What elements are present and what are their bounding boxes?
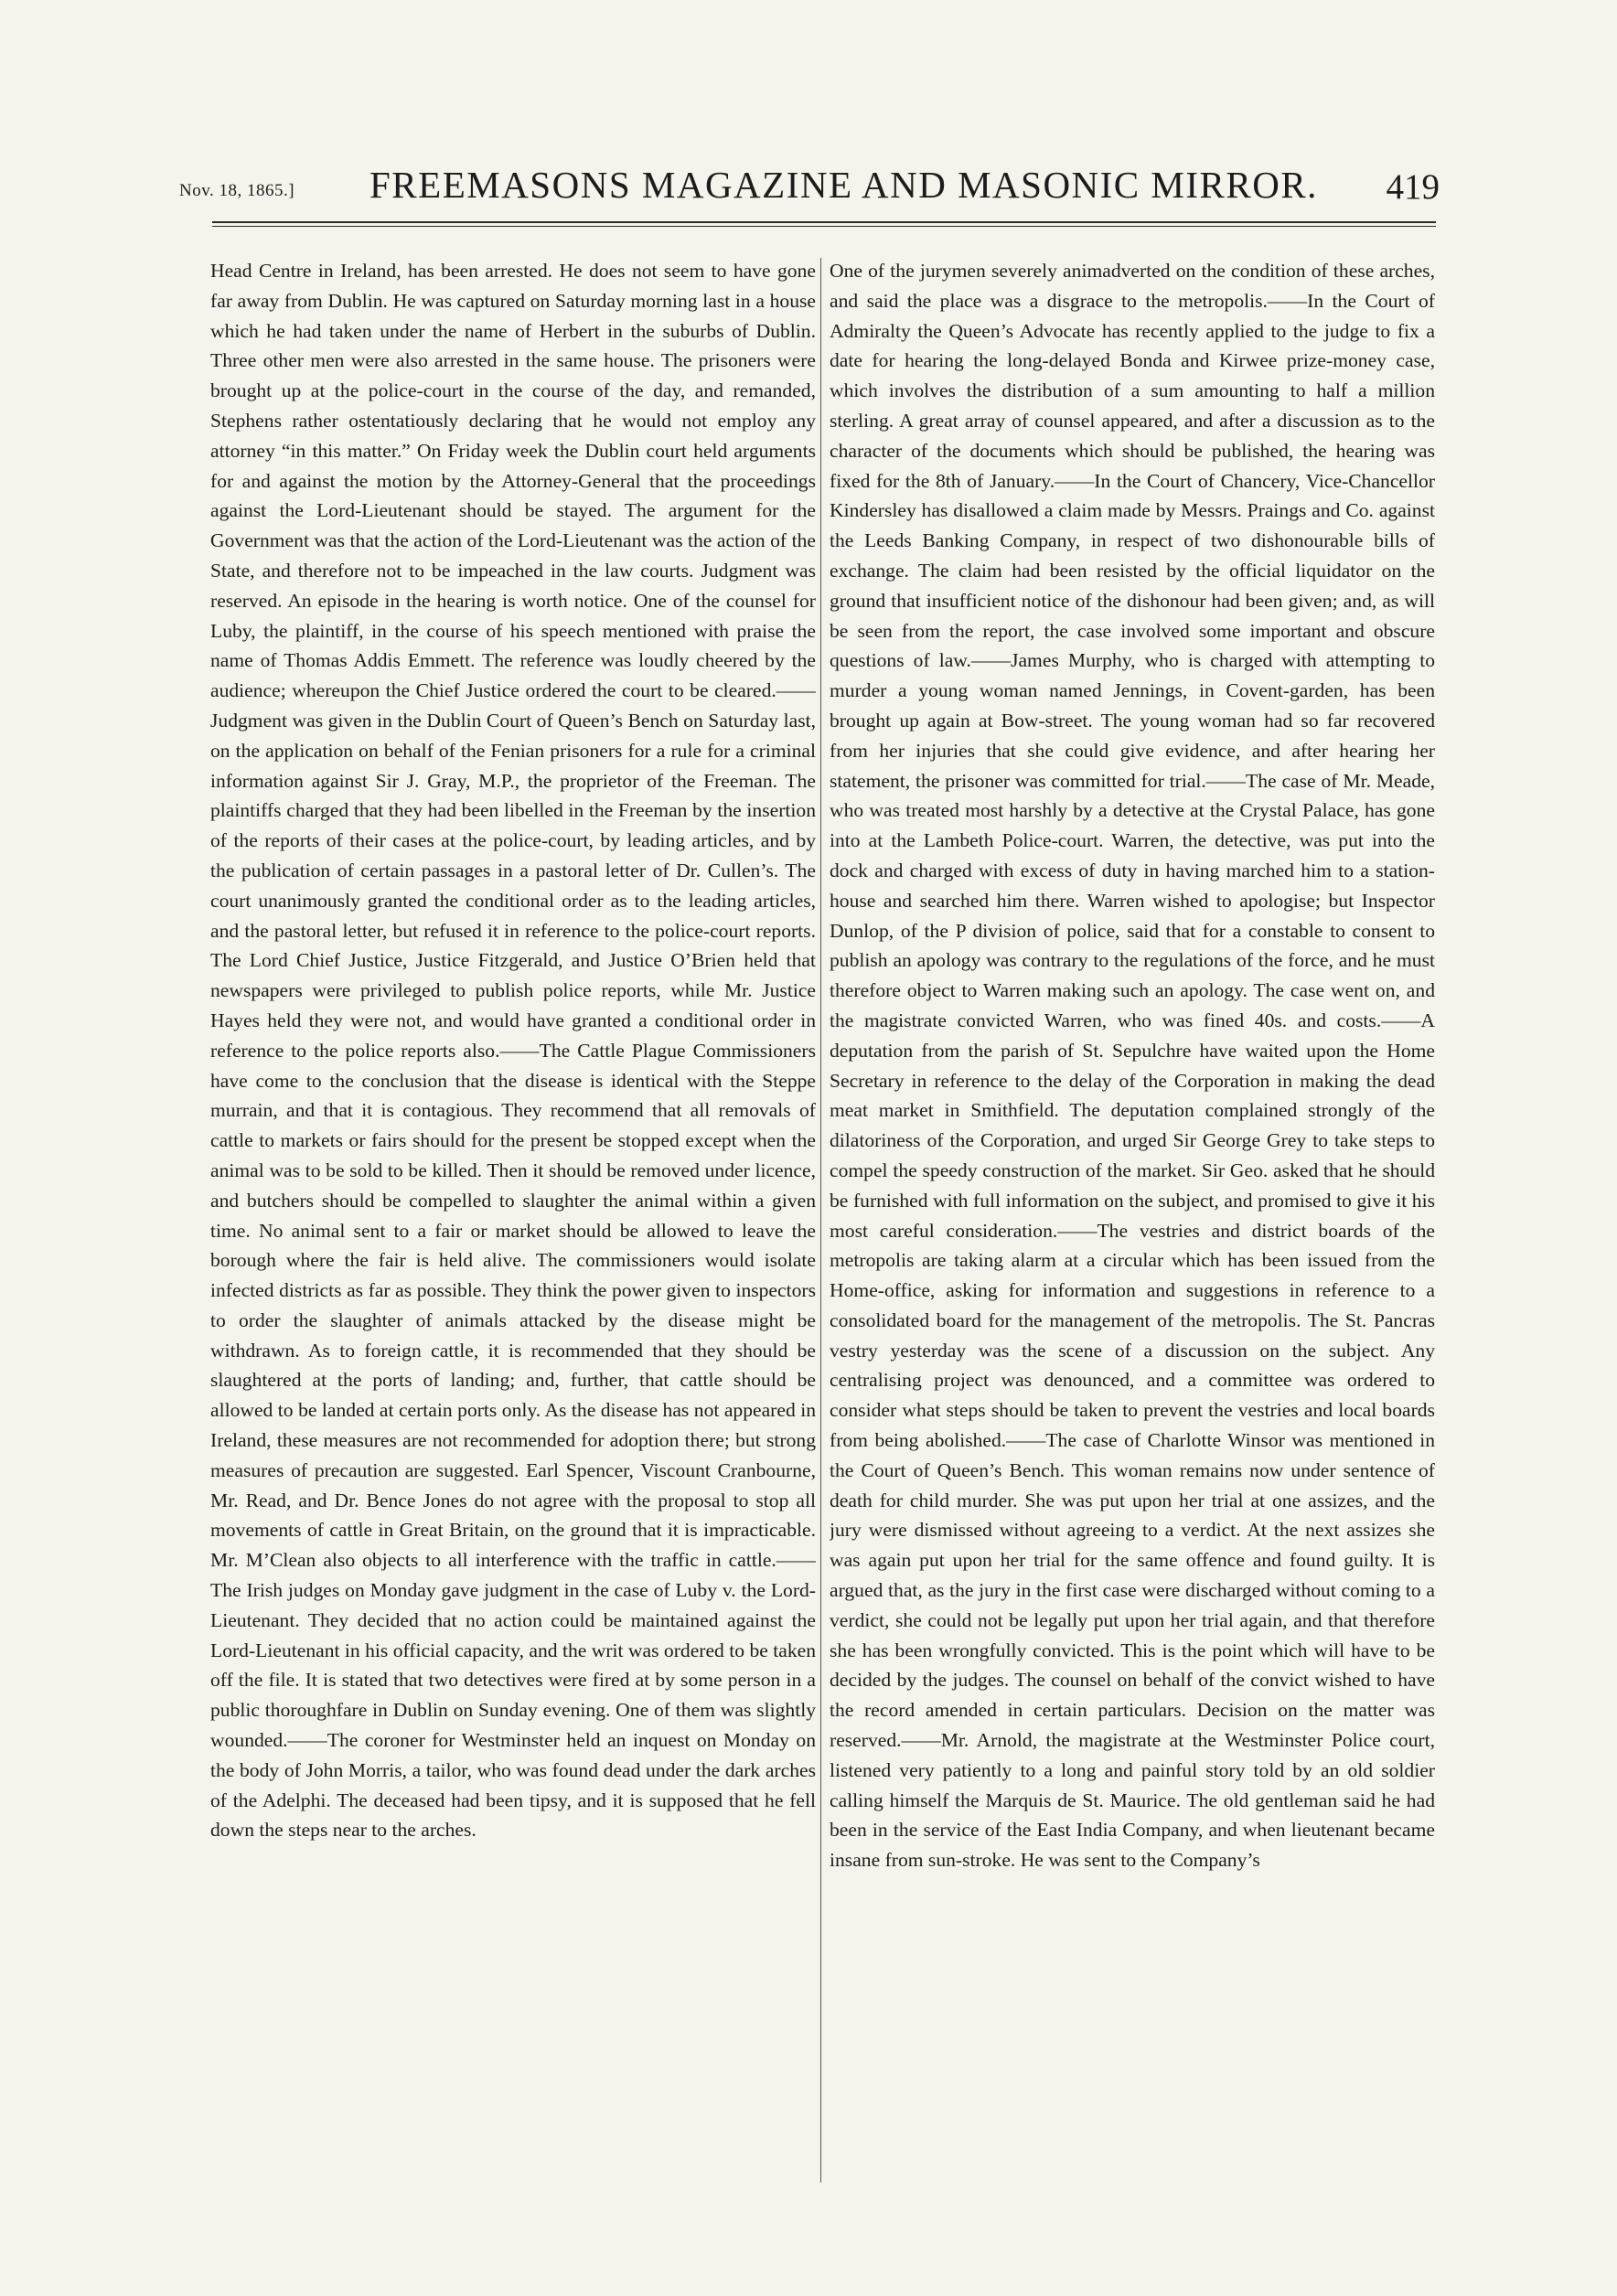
column-divider xyxy=(820,258,821,2183)
masthead-title: FREEMASONS MAGAZINE AND MASONIC MIRROR. xyxy=(369,164,1318,206)
left-column xyxy=(210,256,816,2185)
header-rule-thin xyxy=(212,226,1436,227)
header-rule xyxy=(212,221,1436,223)
right-column xyxy=(830,256,1435,2185)
right-column-text: One of the jurymen severely animadverted on the condition of these arches, and said the place was a disgrace to the metropolis.——In the Court of Admiralty the Queen’s Advocate has recently applied to the judge to fix a date for hearing the long-delayed Bonda and Kirwee prize-money case, which involves the distribution of a sum amounting to half a million sterling. A great array of counsel appeared, and after a discussion as to the character of the documents which should be published, the hearing was fixed for the 8th of January.——In the Court of Chancery, Vice-Chancellor Kindersley has disallowed a claim made by Messrs. Praings and Co. against the Leeds Banking Company, in respect of two dishonourable bills of exchange. The claim had been resisted by the official liquidator on the ground that insufficient notice of the dishonour had been given; and, as will be seen from the report, the case involved some important and obscure questions of law.——James Murphy, who is charged with attempting to murder a young woman named Jennings, in Covent-garden, has been brought up again at Bow-street. The young woman had so far recovered from her injuries that she could give evidence, and after hearing her statement, the prisoner was committed for trial.——The case of Mr. Meade, who was treated most harshly by a detective at the Crystal Palace, has gone into at the Lambeth Police-court. Warren, the detective, was put into the dock and charged with excess of duty in having marched him to a station-house and searched him there. Warren wished to apologise; but Inspector Dunlop, of the P division of police, said that for a constable to consent to publish an apology was contrary to the regulations of the force, and he must therefore object to Warren making such an apology. The case went on, and the magistrate convicted Warren, who was fined 40s. and costs.——A deputation from the parish of St. Sepulchre have waited upon the Home Secretary in reference to the delay of the Corporation in making the dead meat market in Smithfield. The deputation complained strongly of the dilatoriness of the Corporation, and urged Sir George Grey to take steps to compel the speedy construction of the market. Sir Geo. asked that he should be furnished with full information on the subject, and promised to give it his most careful consideration.——The vestries and district boards of the metropolis are taking alarm at a circular which has been issued from the Home-office, asking for information and suggestions in reference to a consolidated board for the management of the metropolis. The St. Pancras vestry yesterday was the scene of a discussion on the subject. Any centralising project was denounced, and a committee was ordered to consider what steps should be taken to prevent the vestries and local boards from being abolished.——The case of Charlotte Winsor was mentioned in the Court of Queen’s Bench. This woman remains now under sentence of death for child murder. She was put upon her trial at one assizes, and the jury were dismissed without agreeing to a verdict. At the next assizes she was again put upon her trial for the same offence and found guilty. It is argued that, as the jury in the first case were discharged without coming to a verdict, she could not be legally put upon her trial again, and that therefore she has been wrongfully convicted. This is the point which will have to be decided by the judges. The counsel on behalf of the convict wished to have the record amended in certain particulars. Decision on the matter was reserved.——Mr. Arnold, the magistrate at the Westminster Police court, listened very patiently to a long and painful story told by an old soldier calling himself the Marquis de St. Maurice. The old gentleman said he had been in the service of the East India Company, and when lieutenant became insane from sun-stroke. He was sent to the Company’s xyxy=(830,260,1435,1872)
issue-date: Nov. 18, 1865.] xyxy=(179,181,295,200)
page-header xyxy=(179,155,1440,210)
page-number: 419 xyxy=(1386,167,1440,207)
left-column-text: Head Centre in Ireland, has been arrested. He does not seem to have gone far away from Dublin. He was captured on Saturday morning last in a house which he had taken under the name of Herbert in the suburbs of Dublin. Three other men were also arrested in the same house. The prisoners were brought up at the police-court in the course of the day, and remanded, Stephens rather ostentatiously declaring that he would not employ any attorney “in this matter.” On Friday week the Dublin court held arguments for and against the motion by the Attorney-General that the proceedings against the Lord-Lieutenant should be stayed. The argument for the Government was that the action of the Lord-Lieutenant was the action of the State, and therefore not to be impeached in the law courts. Judgment was reserved. An episode in the hearing is worth notice. One of the counsel for Luby, the plaintiff, in the course of his speech mentioned with praise the name of Thomas Addis Emmett. The reference was loudly cheered by the audience; whereupon the Chief Justice ordered the court to be cleared.——Judgment was given in the Dublin Court of Queen’s Bench on Saturday last, on the application on behalf of the Fenian prisoners for a rule for a criminal information against Sir J. Gray, M.P., the proprietor of the Freeman. The plaintiffs charged that they had been libelled in the Freeman by the insertion of the reports of their cases at the police-court, by leading articles, and by the publication of certain passages in a pastoral letter of Dr. Cullen’s. The court unanimously granted the conditional order as to the leading articles, and the pastoral letter, but refused it in reference to the police-court reports. The Lord Chief Justice, Justice Fitzgerald, and Justice O’Brien held that newspapers were privileged to publish police reports, while Mr. Justice Hayes held they were not, and would have granted a conditional order in reference to the police reports also.——The Cattle Plague Commissioners have come to the conclusion that the disease is identical with the Steppe murrain, and that it is contagious. They recommend that all removals of cattle to markets or fairs should for the present be stopped except when the animal was to be sold to be killed. Then it should be removed under licence, and butchers should be compelled to slaughter the animal within a given time. No animal sent to a fair or market should be allowed to leave the borough where the fair is held alive. The commissioners would isolate infected districts as far as possible. They think the power given to inspectors to order the slaughter of animals attacked by the disease might be withdrawn. As to foreign cattle, it is recommended that they should be slaughtered at the ports of landing; and, further, that cattle should be allowed to be landed at certain ports only. As the disease has not appeared in Ireland, these measures are not recommended for adoption there; but strong measures of precaution are suggested. Earl Spencer, Viscount Cranbourne, Mr. Read, and Dr. Bence Jones do not agree with the proposal to stop all movements of cattle in Great Britain, on the ground that it is impracticable. Mr. M’Clean also objects to all interference with the traffic in cattle.——The Irish judges on Monday gave judgment in the case of Luby v. the Lord-Lieutenant. They decided that no action could be maintained against the Lord-Lieutenant in his official capacity, and the writ was ordered to be taken off the file. It is stated that two detectives were fired at by some person in a public thoroughfare in Dublin on Sunday evening. One of them was slightly wounded.——The coroner for Westminster held an inquest on Monday on the body of John Morris, a tailor, who was found dead under the dark arches of the Adelphi. The deceased had been tipsy, and it is supposed that he fell down the steps near to the arches. xyxy=(210,260,816,1842)
